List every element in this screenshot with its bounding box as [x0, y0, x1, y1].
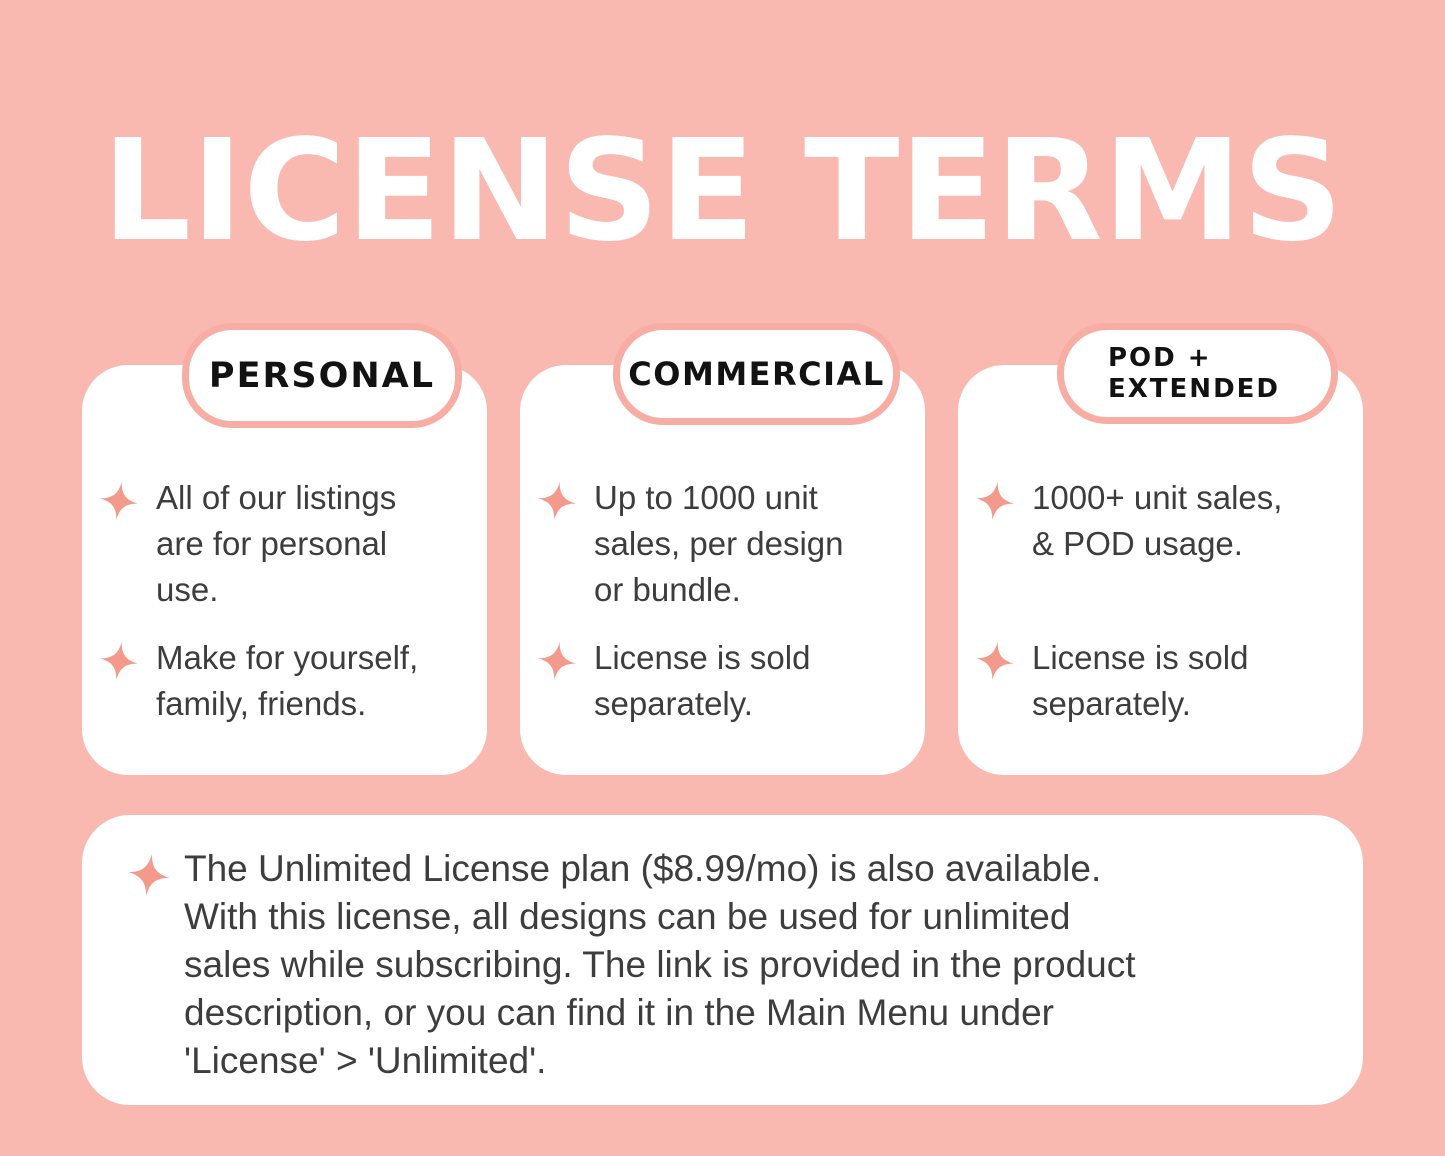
sparkle-icon [538, 639, 576, 677]
bullet-text: Up to 1000 unit sales, per design or bundle. [594, 479, 844, 608]
card-commercial-label: COMMERCIAL [628, 355, 885, 393]
note-line: 'License' > 'Unlimited'. [184, 1040, 547, 1081]
list-item [538, 635, 925, 727]
card-personal-label: PERSONAL [208, 355, 436, 396]
bullet-text: License is sold separately. [594, 639, 811, 722]
note-line: The Unlimited License plan ($8.99/mo) is also available. [184, 848, 1102, 889]
bullet-text: All of our listings are for personal use. [156, 479, 397, 608]
note-line: With this license, all designs can be used for unlimited [184, 896, 1071, 937]
note-line: description, or you can find it in the Main Menu under [184, 992, 1054, 1033]
sparkle-icon [100, 479, 138, 517]
card-commercial-header [613, 323, 900, 425]
sparkle-icon [976, 639, 1014, 677]
page-title: LICENSE TERMS [101, 110, 1344, 273]
card-personal [82, 355, 487, 775]
list-item [976, 475, 1363, 620]
card-pod-extended [958, 342, 1363, 775]
card-pod-extended-header [1057, 323, 1338, 424]
list-item [100, 475, 487, 620]
card-pod-extended-label: POD + EXTENDED [1108, 342, 1280, 404]
bullet-text: 1000+ unit sales, & POD usage. [1032, 479, 1283, 562]
list-item [100, 635, 487, 727]
sparkle-icon [976, 479, 1014, 517]
sparkle-icon [128, 851, 170, 893]
bullet-text: Make for yourself, family, friends. [156, 639, 419, 722]
unlimited-license-note [184, 845, 1136, 1085]
license-cards-row [82, 342, 1363, 775]
list-item [538, 475, 925, 620]
card-commercial [520, 355, 925, 775]
card-personal-header [182, 323, 462, 428]
sparkle-icon [538, 479, 576, 517]
sparkle-icon [100, 639, 138, 677]
unlimited-license-note-card [82, 815, 1363, 1105]
list-item [976, 635, 1363, 727]
bullet-text: License is sold separately. [1032, 639, 1249, 722]
note-line: sales while subscribing. The link is provided in the product [184, 944, 1136, 985]
